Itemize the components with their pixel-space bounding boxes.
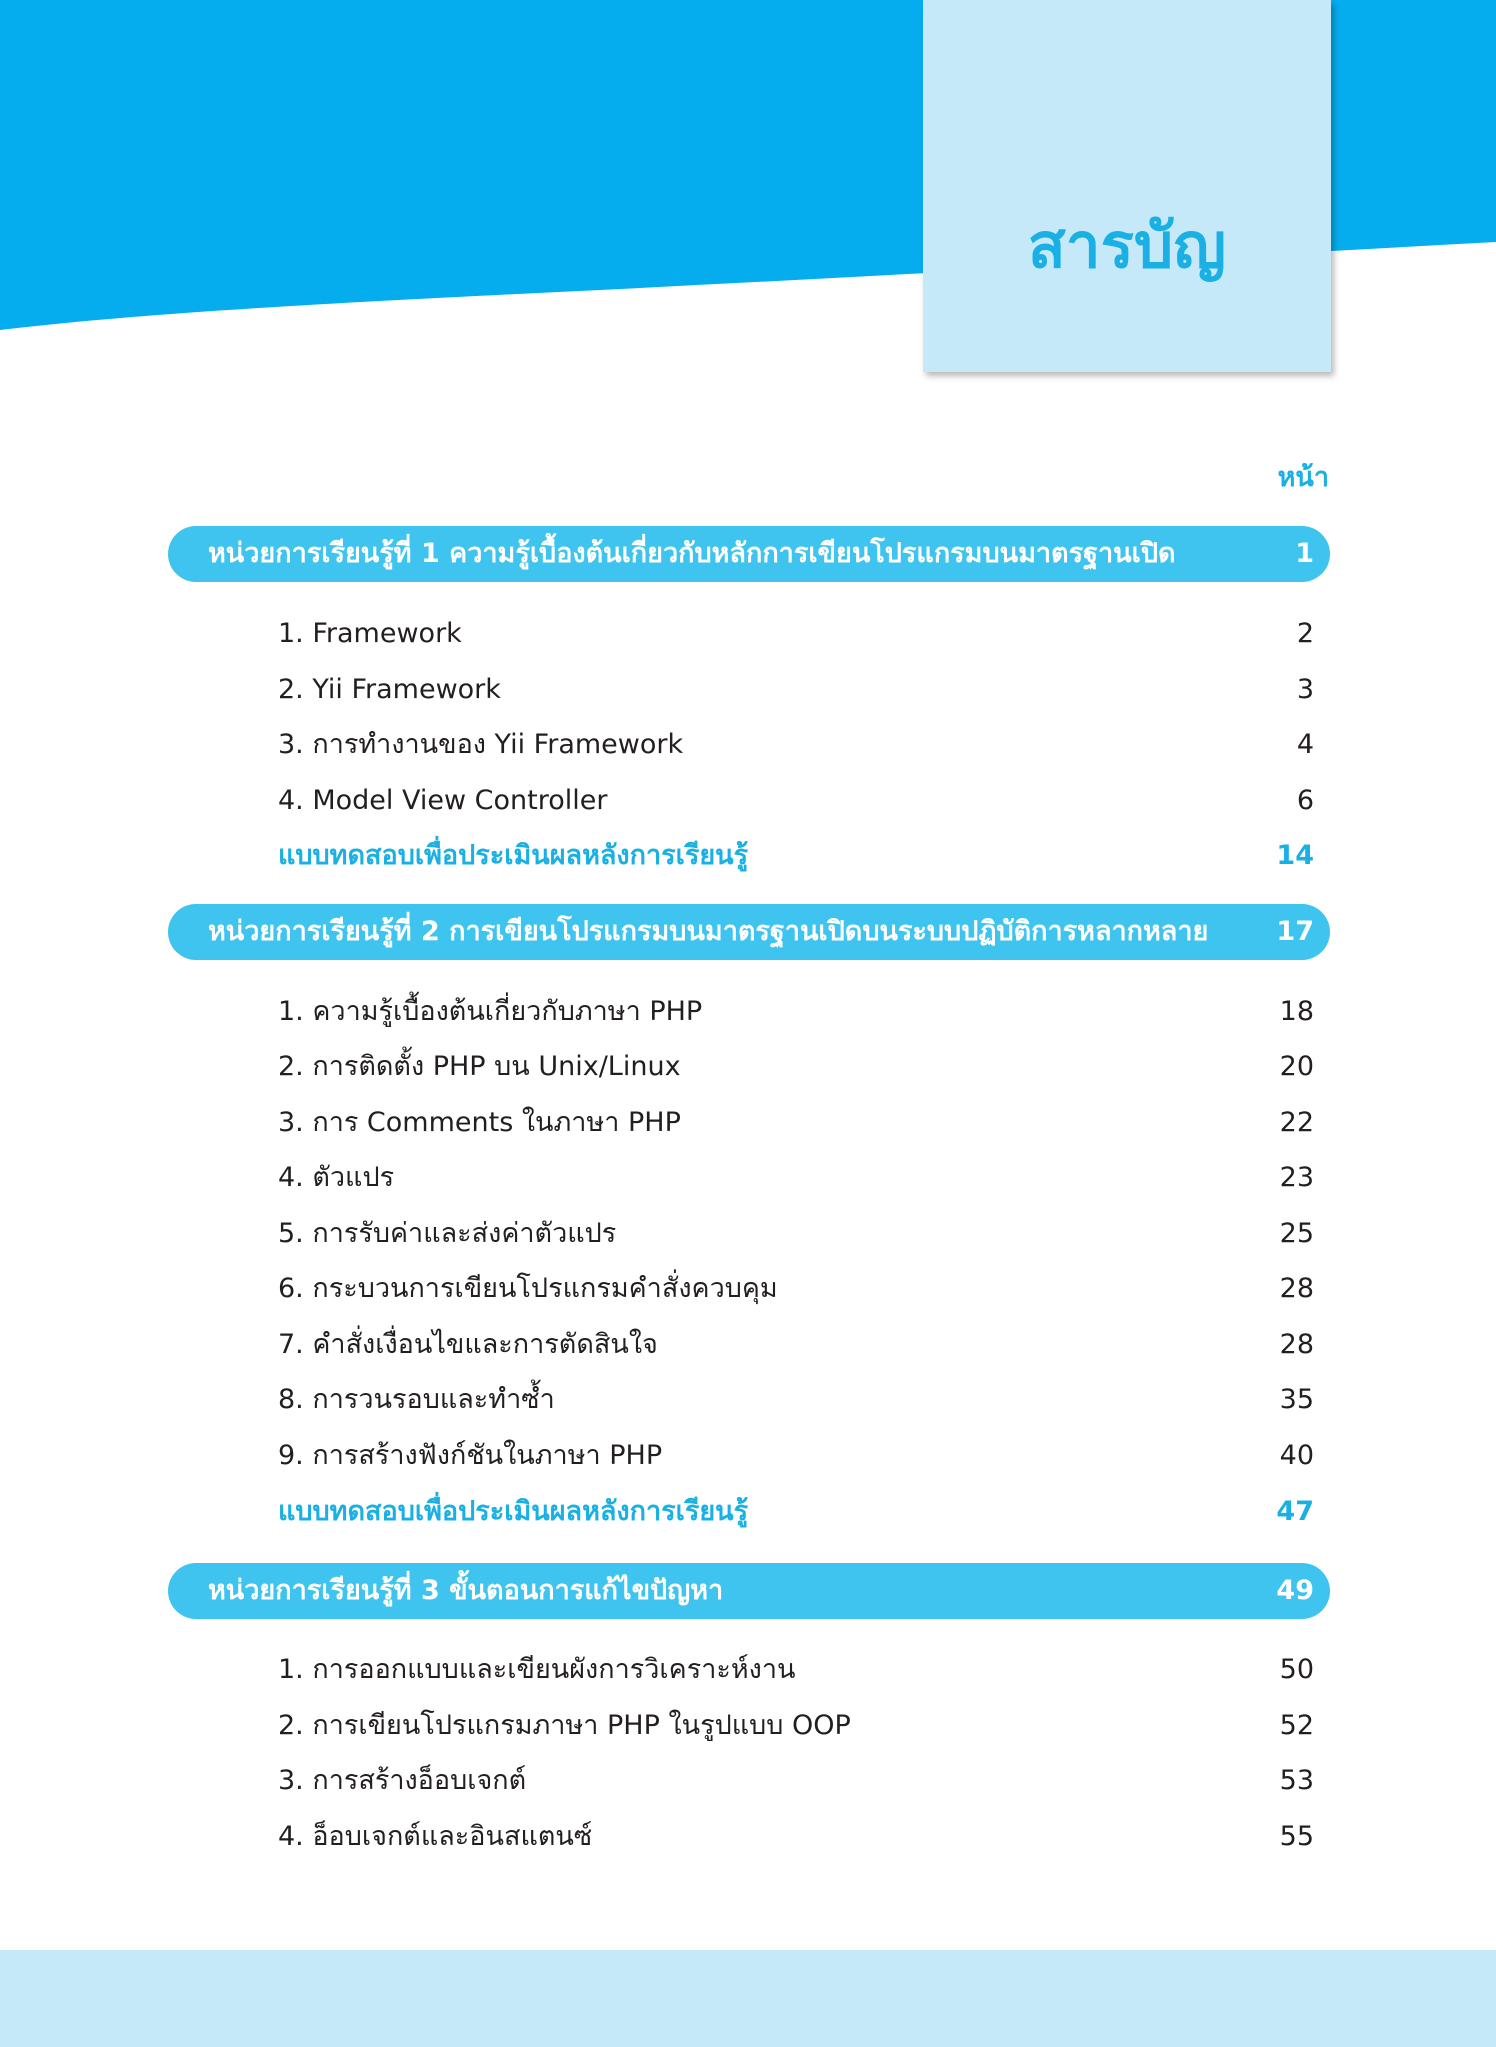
assessment-label: แบบทดสอบเพื่อประเมินผลหลังการเรียนรู้ bbox=[278, 1496, 749, 1527]
toc-entry[interactable] bbox=[278, 1759, 1314, 1803]
toc-entry-label: 6. กระบวนการเขียนโปรแกรมคำสั่งควบคุม bbox=[278, 1273, 778, 1304]
footer-band bbox=[0, 1950, 1496, 2047]
toc-entry[interactable] bbox=[278, 1378, 1314, 1422]
unit-3-bar[interactable] bbox=[168, 1563, 1330, 1619]
toc-entry-label: 2. Yii Framework bbox=[278, 674, 501, 705]
unit-1-bar[interactable] bbox=[168, 526, 1330, 582]
toc-entry[interactable] bbox=[278, 1704, 1314, 1748]
toc-entry-label: 3. การทำงานของ Yii Framework bbox=[278, 729, 684, 760]
toc-entry-label: 7. คำสั่งเงื่อนไขและการตัดสินใจ bbox=[278, 1329, 658, 1360]
unit-2-bar[interactable] bbox=[168, 904, 1330, 960]
toc-entry[interactable] bbox=[278, 1323, 1314, 1367]
assessment-entry[interactable] bbox=[278, 834, 1314, 878]
toc-entry-label: 4. Model View Controller bbox=[278, 785, 608, 816]
toc-entry-page: 52 bbox=[1279, 1710, 1314, 1741]
toc-entry-page: 35 bbox=[1279, 1384, 1314, 1415]
toc-entry[interactable] bbox=[278, 1045, 1314, 1089]
toc-entry-label: 1. ความรู้เบื้องต้นเกี่ยวกับภาษา PHP bbox=[278, 996, 703, 1027]
unit-2-label: หน่วยการเรียนรู้ที่ 2 การเขียนโปรแกรมบนมาตรฐานเปิดบนระบบปฏิบัติการหลากหลาย bbox=[208, 916, 1209, 947]
toc-entry-page: 28 bbox=[1279, 1329, 1314, 1360]
toc-entry-page: 28 bbox=[1279, 1273, 1314, 1304]
toc-entry-label: 4. อ็อบเจกต์และอินสแตนซ์ bbox=[278, 1821, 593, 1852]
unit-1-label: หน่วยการเรียนรู้ที่ 1 ความรู้เบื้องต้นเกี่ยวกับหลักการเขียนโปรแกรมบนมาตรฐานเปิด bbox=[208, 538, 1176, 569]
assessment-label: แบบทดสอบเพื่อประเมินผลหลังการเรียนรู้ bbox=[278, 840, 749, 871]
toc-entry[interactable] bbox=[278, 1267, 1314, 1311]
toc-entry[interactable] bbox=[278, 1156, 1314, 1200]
toc-entry-label: 5. การรับค่าและส่งค่าตัวแปร bbox=[278, 1218, 617, 1249]
assessment-page: 47 bbox=[1276, 1496, 1314, 1527]
unit-2-page: 17 bbox=[1276, 916, 1314, 947]
toc-entry-page: 6 bbox=[1296, 785, 1314, 816]
toc-entry-page: 20 bbox=[1279, 1051, 1314, 1082]
assessment-entry[interactable] bbox=[278, 1490, 1314, 1534]
toc-entry[interactable] bbox=[278, 1212, 1314, 1256]
toc-entry[interactable] bbox=[278, 1648, 1314, 1692]
toc-entry-label: 9. การสร้างฟังก์ชันในภาษา PHP bbox=[278, 1440, 663, 1471]
title-box bbox=[923, 0, 1331, 372]
toc-entry-label: 2. การเขียนโปรแกรมภาษา PHP ในรูปแบบ OOP bbox=[278, 1710, 851, 1741]
page-title: สารบัญ bbox=[1027, 209, 1227, 282]
toc-entry[interactable] bbox=[278, 990, 1314, 1034]
toc-entry[interactable] bbox=[278, 779, 1314, 823]
toc-entry-label: 8. การวนรอบและทำซ้ำ bbox=[278, 1384, 555, 1415]
toc-entry-page: 18 bbox=[1279, 996, 1314, 1027]
toc-entry-page: 40 bbox=[1279, 1440, 1314, 1471]
unit-3-label: หน่วยการเรียนรู้ที่ 3 ขั้นตอนการแก้ไขปัญหา bbox=[208, 1575, 724, 1606]
toc-entry-page: 23 bbox=[1279, 1162, 1314, 1193]
toc-entry[interactable] bbox=[278, 612, 1314, 656]
page-column-header: หน้า bbox=[1277, 462, 1329, 493]
toc-entry-page: 4 bbox=[1296, 729, 1314, 760]
toc-entry-page: 50 bbox=[1279, 1654, 1314, 1685]
toc-entry-label: 3. การ Comments ในภาษา PHP bbox=[278, 1107, 681, 1138]
toc-entry[interactable] bbox=[278, 1434, 1314, 1478]
toc-entry-label: 2. การติดตั้ง PHP บน Unix/Linux bbox=[278, 1051, 681, 1082]
toc-entry[interactable] bbox=[278, 668, 1314, 712]
toc-entry-page: 55 bbox=[1279, 1821, 1314, 1852]
toc-entry-label: 1. Framework bbox=[278, 618, 462, 649]
unit-3-page: 49 bbox=[1276, 1575, 1314, 1606]
toc-entry-page: 53 bbox=[1279, 1765, 1314, 1796]
toc-entry-label: 4. ตัวแปร bbox=[278, 1162, 395, 1193]
toc-entry-page: 2 bbox=[1296, 618, 1314, 649]
toc-entry-page: 3 bbox=[1296, 674, 1314, 705]
toc-entry-label: 3. การสร้างอ็อบเจกต์ bbox=[278, 1765, 527, 1796]
toc-entry[interactable] bbox=[278, 723, 1314, 767]
toc-entry[interactable] bbox=[278, 1815, 1314, 1859]
assessment-page: 14 bbox=[1276, 840, 1314, 871]
unit-1-page: 1 bbox=[1295, 538, 1314, 569]
toc-entry-page: 22 bbox=[1279, 1107, 1314, 1138]
toc-entry-page: 25 bbox=[1279, 1218, 1314, 1249]
toc-entry-label: 1. การออกแบบและเขียนผังการวิเคราะห์งาน bbox=[278, 1654, 796, 1685]
toc-entry[interactable] bbox=[278, 1101, 1314, 1145]
